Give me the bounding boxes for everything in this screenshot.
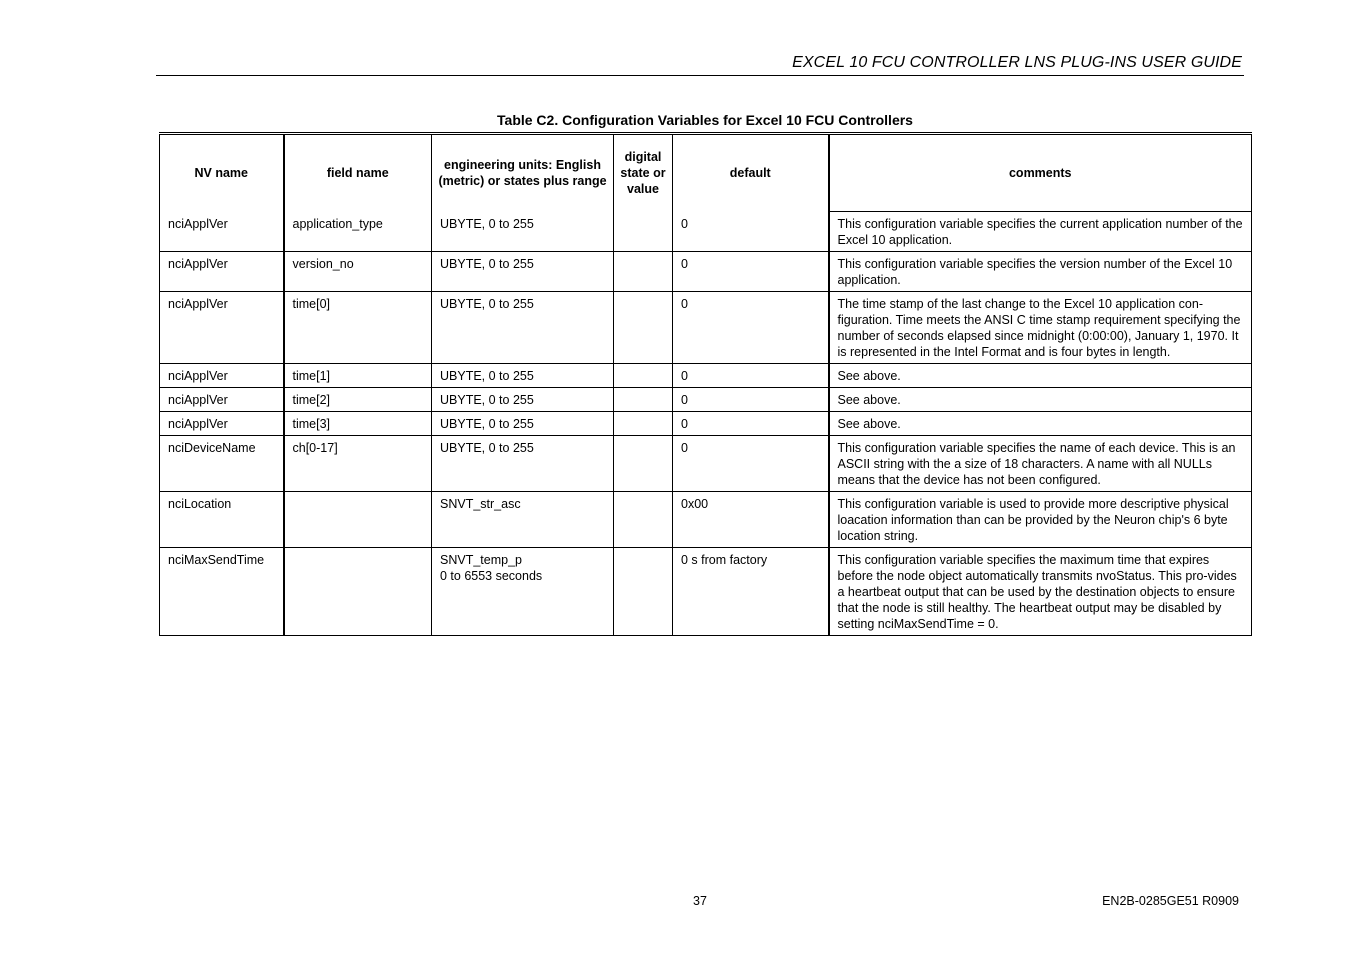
- cell-engineering-units-text: UBYTE, 0 to 255: [440, 393, 534, 407]
- cell-engineering-units-text: SNVT_str_asc: [440, 497, 521, 511]
- header-divider: [156, 75, 1244, 76]
- column-header-engineering-units: engineering units: English (metric) or states plus range: [432, 134, 614, 212]
- table-row: [160, 292, 1252, 364]
- cell-default-text: 0 s from factory: [681, 553, 768, 567]
- cell-field-name: [284, 548, 432, 636]
- cell-engineering-units-text: UBYTE, 0 to 255: [440, 369, 534, 383]
- cell-comments: [829, 364, 1252, 388]
- configuration-variables-table: [159, 132, 1252, 636]
- cell-nv-name: [160, 252, 284, 292]
- cell-digital-state: [614, 252, 673, 292]
- cell-nv-name: [160, 436, 284, 492]
- cell-engineering-units: [432, 364, 614, 388]
- table-caption: Table C2. Configuration Variables for Excel 10 FCU Controllers: [497, 112, 913, 128]
- cell-field-name-text: application_type: [292, 216, 383, 231]
- cell-nv-name: [160, 364, 284, 388]
- cell-comments-text: This configuration variable specifies the current application number of the Excel 10 application.: [837, 217, 1243, 247]
- cell-engineering-units-text: UBYTE, 0 to 255: [440, 297, 534, 311]
- cell-comments: [829, 412, 1252, 436]
- cell-engineering-units-text: UBYTE, 0 to 255: [440, 441, 534, 455]
- column-header-field-name: field name: [284, 134, 432, 212]
- cell-engineering-units-text: SNVT_temp_p: [440, 553, 522, 567]
- cell-default-text: 0: [681, 257, 688, 271]
- cell-comments-text: This configuration variable is used to provide more descriptive physical loacation information than can be provided by the Neuron chip's 6 byte location string.: [837, 497, 1229, 543]
- cell-nv-name-text: nciApplVer: [168, 216, 228, 231]
- cell-default-text: 0: [681, 441, 688, 455]
- table-row: [160, 364, 1252, 388]
- cell-comments-text: See above.: [837, 417, 901, 431]
- cell-comments-text: This configuration variable specifies the version number of the Excel 10 application.: [837, 257, 1233, 287]
- cell-nv-name: [160, 492, 284, 548]
- cell-engineering-units: [432, 292, 614, 364]
- cell-default-text: 0: [681, 393, 688, 407]
- cell-engineering-units-text: UBYTE, 0 to 255: [440, 417, 534, 431]
- cell-default: [673, 492, 829, 548]
- cell-field-name: [284, 252, 432, 292]
- cell-default: [673, 412, 829, 436]
- cell-nv-name-text: nciApplVer: [168, 369, 228, 383]
- table-row: [160, 492, 1252, 548]
- cell-default: [673, 436, 829, 492]
- cell-field-name: [284, 212, 432, 252]
- cell-nv-name-text: nciApplVer: [168, 393, 228, 407]
- cell-comments-text: This configuration variable specifies the maximum time that expires before the node object automatically transmits nvoStatus. This pro-vides a heartbeat output that can be used by the destination objects to ensure that the node is still healthy. The heartbeat output may be disabled by setting nciMaxSendTime = 0.: [837, 553, 1237, 631]
- cell-nv-name-text: nciApplVer: [168, 417, 228, 431]
- cell-digital-state: [614, 292, 673, 364]
- cell-field-name: [284, 292, 432, 364]
- cell-comments: [829, 388, 1252, 412]
- column-header-nv-name: NV name: [160, 134, 284, 212]
- cell-nv-name-text: nciMaxSendTime: [168, 553, 265, 567]
- cell-engineering-units: [432, 388, 614, 412]
- cell-nv-name-text: nciApplVer: [168, 257, 228, 271]
- cell-field-name: [284, 364, 432, 388]
- cell-default: [673, 292, 829, 364]
- cell-digital-state: [614, 364, 673, 388]
- cell-comments: [829, 548, 1252, 636]
- table-row: [160, 412, 1252, 436]
- cell-default: [673, 252, 829, 292]
- cell-comments: [829, 212, 1252, 252]
- cell-comments-text: See above.: [837, 369, 901, 383]
- cell-default-text: 0: [681, 369, 688, 383]
- cell-nv-name-text: nciDeviceName: [168, 441, 256, 455]
- cell-comments-text: The time stamp of the last change to the Excel 10 application con-figuration. Time meets the ANSI C time stamp requirement specifying the number of seconds elapsed since midnight (0:00:00), January 1, 1970. It is represented in the Intel Format and is four bytes in length.: [837, 297, 1241, 359]
- page-number: 37: [693, 894, 707, 908]
- cell-field-name: [284, 388, 432, 412]
- column-header-digital-state: digital state or value: [614, 134, 673, 212]
- cell-field-name-text: time[2]: [292, 393, 331, 407]
- cell-digital-state: [614, 388, 673, 412]
- cell-comments: [829, 436, 1252, 492]
- cell-default: [673, 548, 829, 636]
- cell-engineering-units: [432, 548, 614, 636]
- cell-nv-name: [160, 388, 284, 412]
- cell-engineering-units-text: UBYTE, 0 to 255: [440, 257, 534, 271]
- cell-engineering-units-range-text: 0 to 6553 seconds: [440, 569, 543, 583]
- cell-nv-name-text: nciApplVer: [168, 297, 228, 311]
- cell-digital-state: [614, 412, 673, 436]
- cell-nv-name: [160, 412, 284, 436]
- cell-field-name: [284, 492, 432, 548]
- column-header-comments: comments: [829, 134, 1252, 212]
- cell-default: [673, 364, 829, 388]
- table-header-row: [160, 134, 1252, 212]
- document-header-title: EXCEL 10 FCU CONTROLLER LNS PLUG-INS USER GUIDE: [792, 54, 1242, 71]
- cell-digital-state: [614, 492, 673, 548]
- cell-nv-name-text: nciLocation: [168, 497, 232, 511]
- document-code: EN2B-0285GE51 R0909: [1102, 894, 1239, 908]
- cell-nv-name: [160, 292, 284, 364]
- table-body: [160, 212, 1252, 636]
- cell-comments-text: This configuration variable specifies the name of each device. This is an ASCII string with the a size of 18 characters. A name with all NULLs means that the device has not been configured.: [837, 441, 1236, 487]
- cell-field-name-text: ch[0-17]: [292, 441, 338, 455]
- cell-engineering-units: [432, 252, 614, 292]
- cell-field-name-text: version_no: [292, 257, 354, 271]
- cell-default-text: 0: [681, 417, 688, 431]
- table-row: [160, 388, 1252, 412]
- cell-engineering-units: [432, 492, 614, 548]
- table-row: [160, 436, 1252, 492]
- cell-field-name: [284, 412, 432, 436]
- cell-default: [673, 388, 829, 412]
- cell-digital-state: [614, 548, 673, 636]
- cell-field-name-text: time[3]: [292, 417, 331, 431]
- cell-default: [673, 212, 829, 252]
- table-row: [160, 252, 1252, 292]
- cell-digital-state: [614, 436, 673, 492]
- cell-comments: [829, 292, 1252, 364]
- cell-default-text: 0x00: [681, 497, 709, 511]
- table-row: [160, 212, 1252, 252]
- cell-digital-state: [614, 212, 673, 252]
- cell-engineering-units: [432, 212, 614, 252]
- cell-engineering-units: [432, 412, 614, 436]
- cell-engineering-units-text: UBYTE, 0 to 255: [440, 216, 534, 231]
- cell-field-name: [284, 436, 432, 492]
- cell-engineering-units: [432, 436, 614, 492]
- cell-field-name-text: time[1]: [292, 369, 331, 383]
- cell-default-text: 0: [681, 297, 688, 311]
- cell-comments: [829, 252, 1252, 292]
- cell-field-name-text: time[0]: [292, 297, 331, 311]
- cell-comments-text: See above.: [837, 393, 901, 407]
- column-header-default: default: [673, 134, 829, 212]
- cell-comments: [829, 492, 1252, 548]
- table-row: [160, 548, 1252, 636]
- cell-nv-name: [160, 548, 284, 636]
- cell-nv-name: [160, 212, 284, 252]
- cell-default-text: 0: [681, 216, 688, 231]
